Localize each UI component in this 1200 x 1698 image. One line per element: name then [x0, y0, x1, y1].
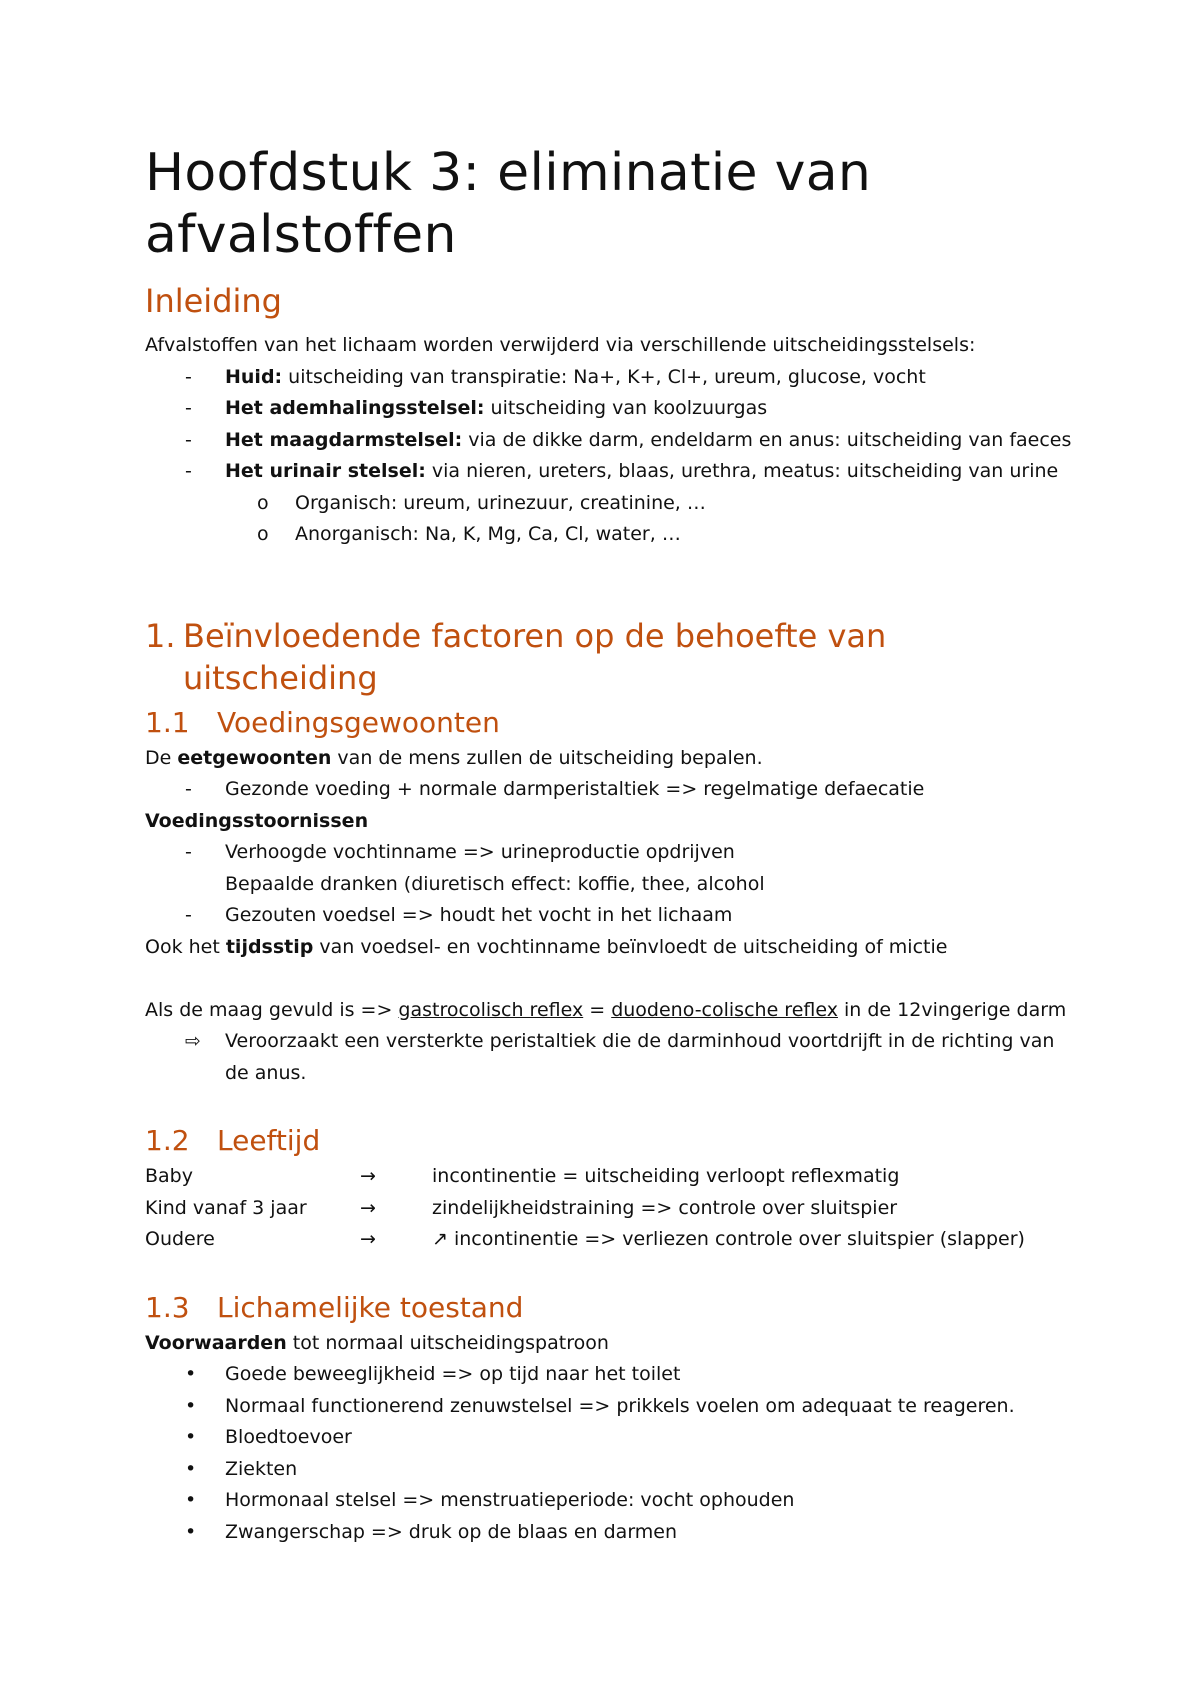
paragraph: Voorwaarden tot normaal uitscheidingspatroon [145, 1331, 609, 1354]
arrow-item: ⇨ Veroorzaakt een versterkte peristaltiek die de darminhoud voortdrijft in de richting van de anus. [145, 1026, 1080, 1089]
list-item: - Gezonde voeding + normale darmperistaltiek => regelmatige defaecatie [185, 778, 925, 800]
list-item: - Gezouten voedsel => houdt het vocht in het lichaam [185, 904, 733, 926]
arrow-right-icon: → [360, 1165, 376, 1187]
bullet-item: • Hormonaal stelsel => menstruatieperiode: vocht ophouden [185, 1489, 795, 1511]
arrow-icon: ⇨ [185, 1030, 201, 1052]
heading-section-1-3: 1.3 Lichamelijke toestand [145, 1290, 524, 1324]
sub-list-item: o Organisch: ureum, urinezuur, creatinine, … [257, 491, 706, 514]
table-row: Baby → incontinentie = uitscheiding verloopt reflexmatig [145, 1161, 1080, 1193]
list-item: - Verhoogde vochtinname => urineproductie opdrijven [185, 841, 735, 863]
heading-section-1-2: 1.2 Leeftijd [145, 1124, 321, 1157]
table-row: Oudere → ↗ incontinentie => verliezen controle over sluitspier (slapper) [145, 1224, 1080, 1256]
document-title: Hoofdstuk 3: eliminatie van afvalstoffen [145, 143, 872, 265]
bullet-item: • Normaal functionerend zenuwstelsel => prikkels voelen om adequaat te reageren. [185, 1394, 1015, 1417]
heading-inleiding: Inleiding [145, 282, 282, 320]
list-item: - Het ademhalingsstelsel: uitscheiding van koolzuurgas [185, 397, 768, 419]
paragraph: Ook het tijdsstip van voedsel- en vochtinname beïnvloedt de uitscheiding of mictie [145, 935, 948, 958]
paragraph: Als de maag gevuld is => gastrocolisch reflex = duodeno-colische reflex in de 12vingerige darm [145, 998, 1067, 1021]
sub-list-item: o Anorganisch: Na, K, Mg, Ca, Cl, water, … [257, 523, 681, 545]
bullet-item: • Ziekten [185, 1457, 298, 1480]
table-row: Kind vanaf 3 jaar → zindelijkheidstraining => controle over sluitspier [145, 1193, 1080, 1225]
inleiding-intro: Afvalstoffen van het lichaam worden verwijderd via verschillende uitscheidingsstelsels: [145, 334, 976, 356]
list-item: - Het urinair stelsel: via nieren, ureters, blaas, urethra, meatus: uitscheiding van urine [185, 460, 1059, 482]
list-item: - Het maagdarmstelsel: via de dikke darm, endeldarm en anus: uitscheiding van faeces [185, 428, 1072, 451]
paragraph: De eetgewoonten van de mens zullen de uitscheiding bepalen. [145, 746, 763, 769]
list-item: - Huid: uitscheiding van transpiratie: Na+, K+, Cl+, ureum, glucose, vocht [185, 365, 926, 388]
heading-section-1-1: 1.1 Voedingsgewoonten [145, 705, 500, 739]
heading-section-1: 1. Beïnvloedende factoren op de behoefte van uitscheiding [145, 616, 887, 697]
bullet-item: • Goede beweeglijkheid => op tijd naar het toilet [185, 1363, 681, 1385]
bullet-item: • Bloedtoevoer [185, 1426, 352, 1448]
bullet-item: • Zwangerschap => druk op de blaas en darmen [185, 1520, 678, 1543]
list-continuation: Bepaalde dranken (diuretisch effect: koffie, thee, alcohol [225, 872, 765, 895]
arrow-right-icon: → [360, 1196, 376, 1219]
subheading: Voedingsstoornissen [145, 809, 369, 832]
arrow-right-icon: → [360, 1228, 376, 1250]
